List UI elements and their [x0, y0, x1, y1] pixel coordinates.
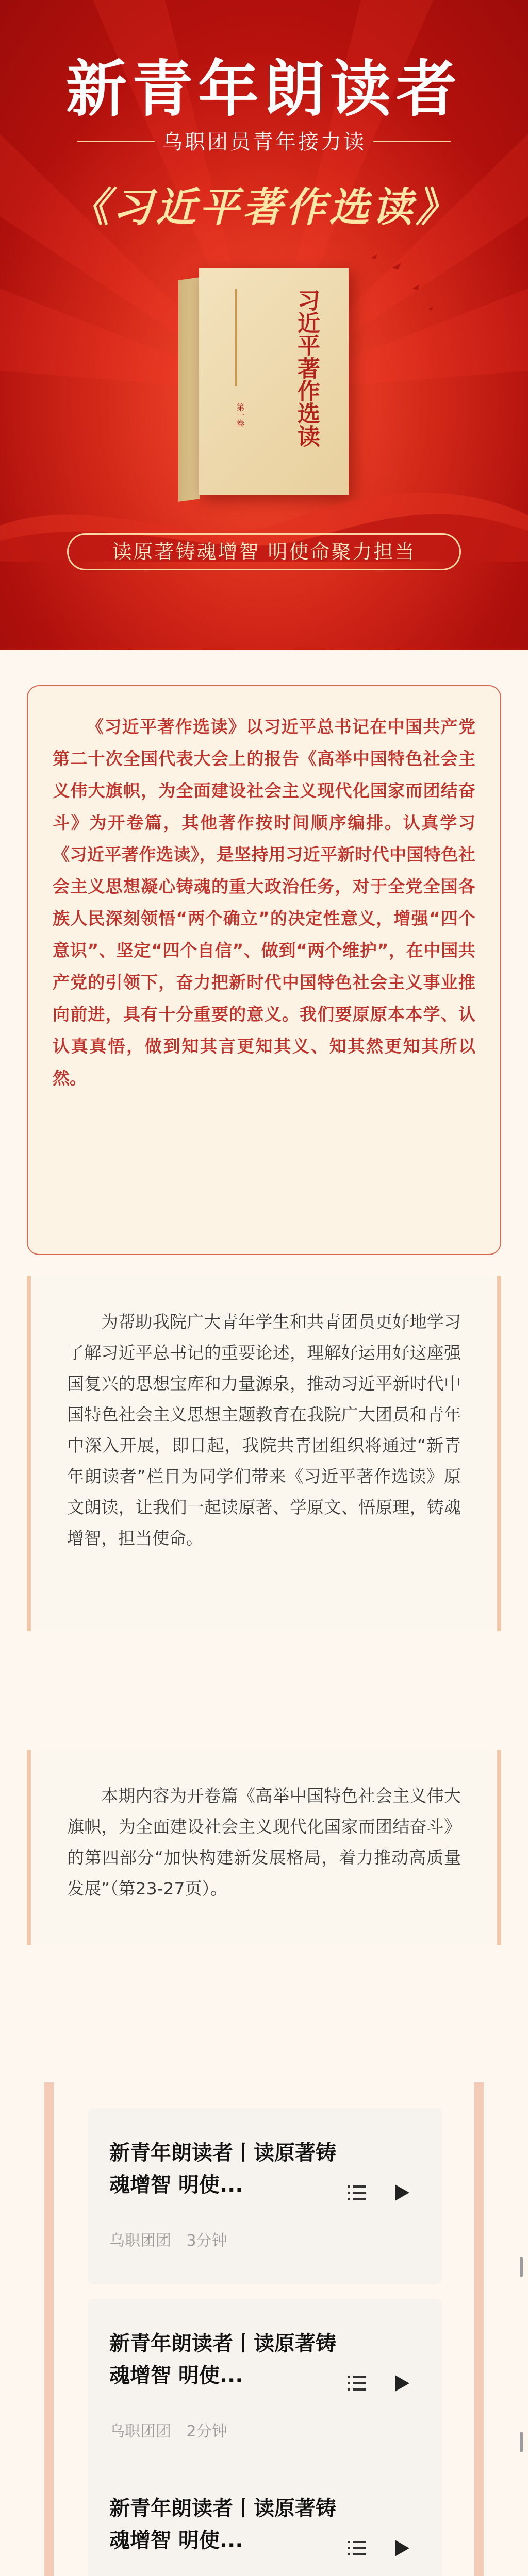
audio-item[interactable] [88, 2108, 442, 2284]
play-icon[interactable] [391, 2373, 411, 2394]
hero-slogan: 读原著铸魂增智 明使命聚力担当 [67, 533, 461, 570]
audio-item-author: 乌职团团 [109, 2422, 171, 2441]
play-icon[interactable] [391, 2182, 411, 2203]
purpose-card [27, 1276, 501, 1631]
book-stamp-rule [235, 289, 237, 386]
book-cover-title: 习近平著作选读 [293, 289, 320, 447]
audio-item-title[interactable]: 新青年朗读者丨读原著铸魂增智 明使... [109, 2332, 336, 2387]
book-spine [178, 277, 200, 502]
audio-list [44, 2082, 484, 2576]
issue-paragraph: 本期内容为开卷篇《高举中国特色社会主义伟大旗帜，为全面建设社会主义现代化国家而团结奋斗》的第四部分“加快构建新发展格局，着力推动高质量发展”（第23-27页）。 [67, 1786, 461, 1899]
scroll-indicator [520, 2257, 523, 2277]
audio-item-meta [109, 2418, 238, 2441]
audio-item-title[interactable]: 新青年朗读者丨读原著铸魂增智 明使... [109, 2141, 336, 2197]
intro-card [27, 685, 501, 1255]
audio-item-duration: 3分钟 [186, 2232, 227, 2250]
audio-item-duration: 2分钟 [186, 2422, 227, 2441]
subtitle-right-rule [373, 141, 451, 142]
audio-item-meta [109, 2228, 238, 2250]
intro-paragraph: 《习近平著作选读》以习近平总书记在中国共产党第二十次全国代表大会上的报告《高举中国特色社会主义伟大旗帜，为全面建设社会主义现代化国家而团结奋斗》为开卷篇，其他著作按时间顺序编排。认真学习《习近平著作选读》，是坚持用习近平新时代中国特色社会主义思想凝心铸魂的重大政治任务，对于全党全国各族人民深刻领悟“两个确立”的决定性意义，增强“四个意识”、坚定“四个自信”、做到“两个维护”，在中国共产党的引领下，奋力把新时代中国特色社会主义事业推向前进，具有十分重要的意义。我们要原原本本学、认认真真悟，做到知其言更知其义、知其然更知其所以然。 [53, 717, 475, 1088]
hero-banner [0, 0, 528, 650]
issue-card [27, 1750, 501, 1945]
audio-item-author: 乌职团团 [109, 2232, 171, 2250]
hero-title: 新青年朗读者 [65, 53, 462, 125]
book-cover-image [178, 268, 349, 495]
play-icon[interactable] [391, 2538, 411, 2558]
hero-subtitle: 乌职团员青年接力读 [162, 130, 366, 154]
playlist-icon[interactable] [345, 2537, 368, 2560]
book-volume-label: 第一卷 [235, 403, 245, 428]
audio-item-title[interactable]: 新青年朗读者丨读原著铸魂增智 明使... [109, 2497, 336, 2552]
playlist-icon[interactable] [345, 2372, 368, 2395]
purpose-paragraph: 为帮助我院广大青年学生和共青团员更好地学习了解习近平总书记的重要论述，理解好运用好这座强国复兴的思想宝库和力量源泉，推动习近平新时代中国特色社会主义思想主题教育在我院广大团员和青年中深入开展，即日起，我院共青团组织将通过“新青年朗读者”栏目为同学们带来《习近平著作选读》原文朗读，让我们一起读原著、学原文、悟原理，铸魂增智，担当使命。 [67, 1312, 461, 1548]
audio-item[interactable] [88, 2299, 442, 2475]
hero-subtitle-row [0, 126, 528, 157]
audio-frame-left-bar [44, 2082, 54, 2576]
scroll-indicator [520, 2432, 523, 2452]
audio-frame-right-bar [474, 2082, 484, 2576]
playlist-icon[interactable] [345, 2181, 368, 2204]
audio-item[interactable] [88, 2464, 442, 2576]
hero-book-title: 《习近平著作选读》 [69, 184, 459, 231]
